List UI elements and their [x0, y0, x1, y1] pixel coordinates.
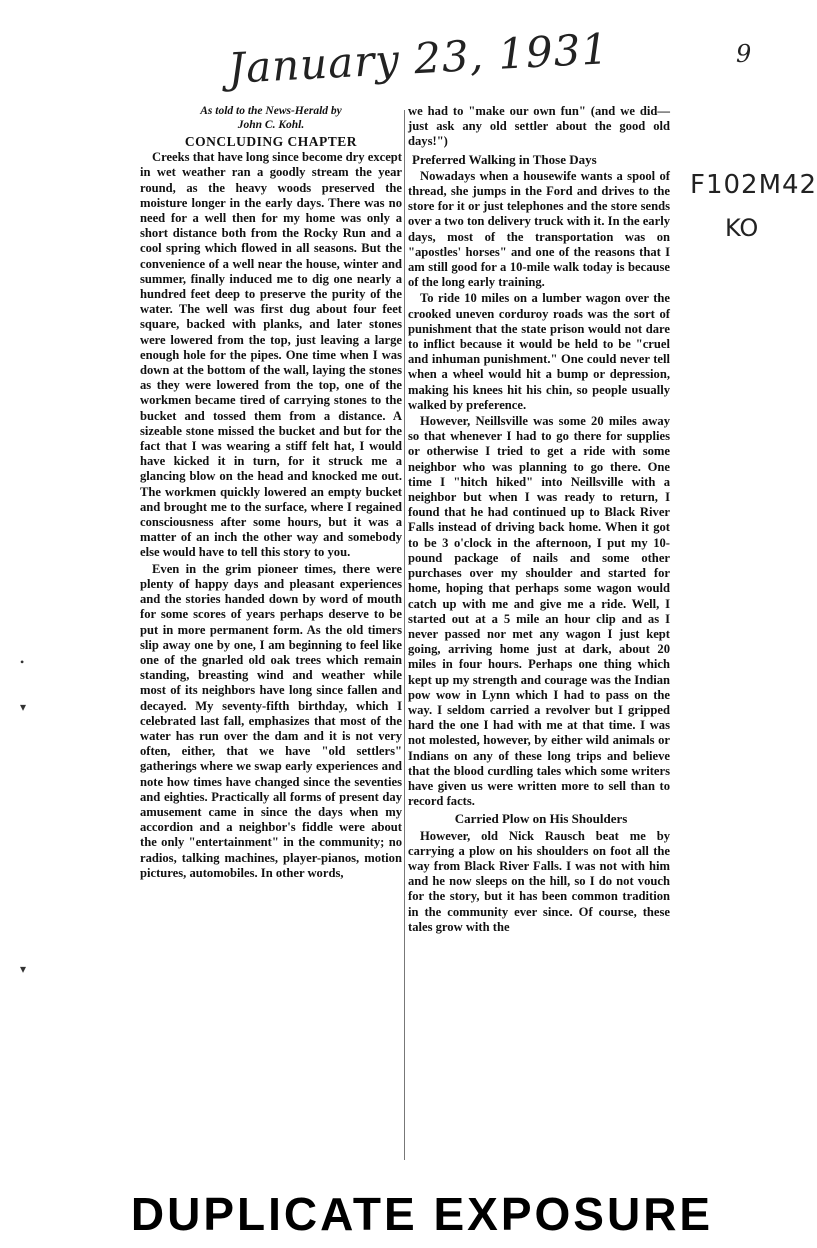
subhead-plow: Carried Plow on His Shoulders — [454, 811, 628, 827]
right-column — [408, 104, 670, 1164]
right-paragraph: To ride 10 miles on a lumber wagon over the crooked uneven corduroy roads was the sort of punishment that the state prison would not dare to inflict because it would be held to be "cruel and inhuman punishment." One could never tell when a wheel would hit a bump or depression, making his knees hit his chin, so people usually walked by preference. — [408, 291, 670, 412]
left-paragraph: Creeks that have long since become dry except in wet weather ran a goodly stream the year round, as the heavy woods preserved the moisture longer in the early days. There was no need for a well then for my home was only a short distance both from the Rocky Run and a cool spring which flowed in all seasons. But the convenience of a well near the house, winter and summer, finally induced me to dig one nearly a hundred feet deep to preserve the purity of the water. The well was first dug about four feet square, backed with planks, and later stones were lowered from the top, just leaving a large enough hole for the pipes. One time when I was down at the bottom of the wall, laying the stones as they were lowered from the top, one of the workmen became tired of carrying stones to the bucket and tossed them from a distance. A sizeable stone missed the bucket and but for the fact that I was wearing a stiff felt hat, I would have kicked it in turn, for it struck me a glancing blow on the head and knocked me out. The workmen quickly lowered an empty bucket and brought me to the surface, where I regained consciousness after some hours, but it was a matter of an inch the other way and somebody else would have to tell this story to you. — [140, 150, 402, 560]
chapter-title: CONCLUDING CHAPTER — [184, 134, 358, 149]
handwritten-date: January 23, 1931 — [226, 24, 611, 93]
margin-mark: ▾ — [20, 700, 27, 714]
handwritten-initials: KO — [725, 214, 759, 242]
margin-mark: • — [20, 655, 25, 669]
byline-line2: John C. Kohl. — [237, 119, 305, 131]
newspaper-clipping — [140, 104, 680, 1164]
right-paragraph: However, Neillsville was some 20 miles away so that whenever I had to go there for supplies or otherwise I tried to get a ride with some neighbor who was planning to go there. One time I "hitch hiked" into Neillsville with a neighbor but when I was ready to return, I found that he had continued up to Black River Falls instead of driving back home. When it got to be 3 o'clock in the afternoon, I put my 10-pound package of nails and some other purchases over my shoulder and started for home, hoping that perhaps some wagon would catch up with me and give me a ride. Well, I started out at a 5 mile an hour clip and as I never passed nor met any wagon I just kept going, arriving home just at dark, about 20 miles in four hours. Perhaps one thing which kept up my strength and courage was the Indian pow wow in Lynn which I had to pass on the way. I seldom carried a revolver but I gripped hard the one I had with me at that time. I was not molested, however, by either wild animals or Indians on any of these long trips and believe that the blood curdling tales which some writers have given us were written more to sell than to record facts. — [408, 414, 670, 809]
subhead-walking: Preferred Walking in Those Days — [412, 151, 597, 167]
byline-line1: As told to the News-Herald by — [200, 105, 342, 117]
column-divider — [404, 110, 405, 1160]
left-column — [140, 104, 402, 1164]
handwritten-code: F102M42 — [690, 170, 817, 200]
left-paragraph: Even in the grim pioneer times, there were plenty of happy days and pleasant experiences and the stories handed down by word of mouth for some scores of years perhaps deserve to be put in more permanent form. As the old timers slip away one by one, I am beginning to feel like one of the gnarled old oak trees which remain standing, breasting wind and weather while most of its neighbors have long since fallen and decayed. My seventy-fifth birthday, which I celebrated last fall, emphasizes that most of the water has run over the dam and it is not very often, either, that we have "old settlers" gatherings where we swap early experiences and note how times have changed since the seventies and eighties. Practically all forms of present day amusement came in since the days when my accordion and a neighbor's fiddle were about the only "entertainment" in the community; no radios, talking machines, player-pianos, motion pictures, automobiles. In other words, — [140, 561, 402, 880]
right-paragraph: However, old Nick Rausch beat me by carrying a plow on his shoulders on foot all the way from Black River Falls. I was not with him and he now sleeps on the hill, so I do not vouch for the story, but it has been common tradition in the community ever since. Of course, these tales grow with the — [408, 828, 670, 934]
right-intro: we had to "make our own fun" (and we did—just ask any old settler about the good old days!") — [408, 104, 670, 149]
margin-mark: ▾ — [20, 962, 27, 976]
duplicate-exposure-stamp: DUPLICATE EXPOSURE — [130, 1188, 714, 1240]
right-paragraph: Nowadays when a housewife wants a spool of thread, she jumps in the Ford and drives to the store for it or just telephones and the store sends over a two ton delivery truck with it. In the early days, most of the transportation was on "apostles' horses" and one of the reasons that I am still good for a 10-mile walk today is because of the long early training. — [408, 168, 670, 290]
handwritten-page-number: 9 — [736, 40, 752, 68]
